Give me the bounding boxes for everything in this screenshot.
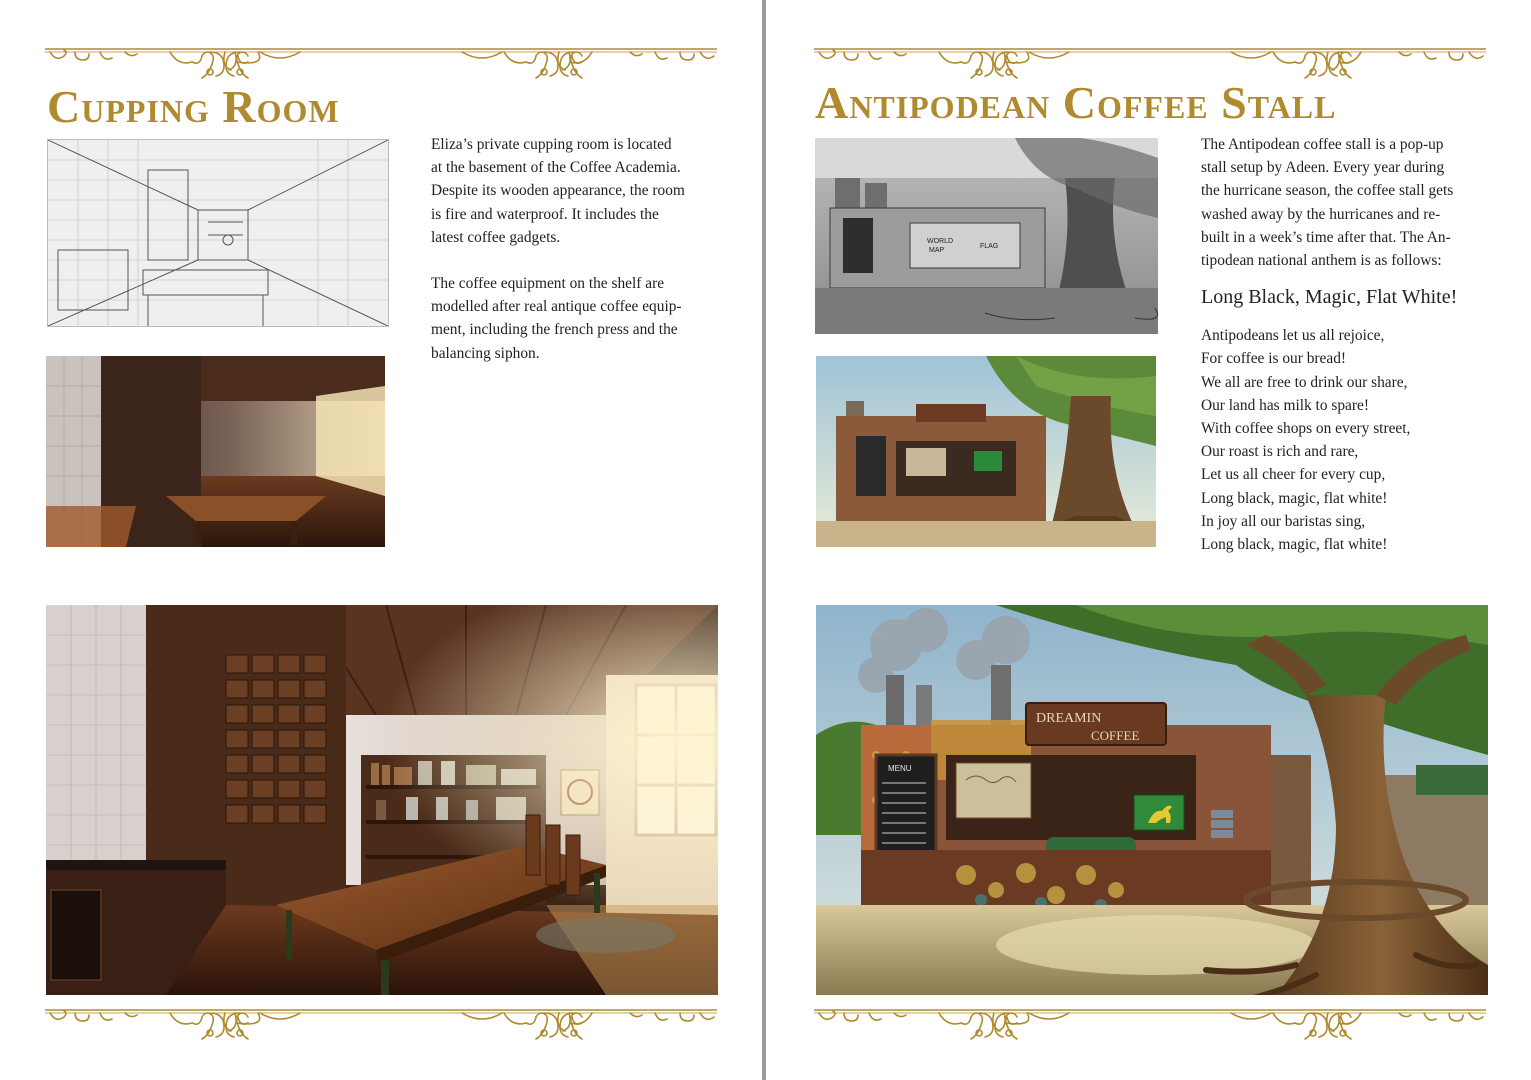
text-line: Eliza’s private cupping room is located [431, 136, 672, 153]
paragraph-1 [431, 133, 721, 249]
cupping-room-small-painting [46, 356, 385, 547]
ornament-border-icon [45, 44, 717, 80]
text-line: The Antipodean coffee stall is a pop-up [1201, 136, 1444, 153]
ornament-border-icon [814, 44, 1486, 80]
ornament-border-icon [814, 1005, 1486, 1041]
coffee-stall-sketch-image [815, 138, 1158, 334]
text-line: at the basement of the Coffee Academia. [431, 159, 681, 177]
ornament-border-top [814, 44, 1486, 80]
text-line: is fire and waterproof. It includes the [431, 205, 659, 223]
ornament-border-bottom [814, 1005, 1486, 1041]
text-line: tipodean national anthem is as follows: [1201, 252, 1442, 270]
coffee-stall-description [1201, 133, 1491, 556]
anthem-line: We all are free to drink our share, [1201, 373, 1408, 391]
cupping-room-description [431, 133, 721, 365]
text-line: balancing siphon. [431, 344, 540, 362]
anthem-line: For coffee is our bread! [1201, 350, 1347, 368]
right-page [766, 0, 1531, 1080]
svg-text:WORLD: WORLD [927, 238, 954, 245]
anthem-line: Long black, magic, flat white! [1201, 489, 1388, 507]
sign-text-line-1: DREAMIN [1036, 711, 1102, 726]
coffee-stall-large-painting [816, 605, 1488, 995]
anthem-line: In joy all our baristas sing, [1201, 512, 1366, 530]
text-line: ment, including the french press and the [431, 321, 678, 339]
menu-title: MENU [888, 764, 912, 773]
svg-text:FLAG: FLAG [980, 243, 999, 250]
text-line: modelled after real antique coffee equip- [431, 298, 682, 316]
ornament-border-bottom [45, 1005, 717, 1041]
anthem-lyrics [1201, 324, 1491, 556]
anthem-line: Long black, magic, flat white! [1201, 536, 1388, 554]
text-line: The coffee equipment on the shelf are [431, 275, 665, 293]
text-line: stall setup by Adeen. Every year during [1201, 159, 1445, 177]
anthem-line: Our roast is rich and rare, [1201, 443, 1359, 461]
cupping-room-large-painting [46, 605, 718, 995]
anthem-line: Antipodeans let us all rejoice, [1201, 327, 1385, 345]
anthem-line: Let us all cheer for every cup, [1201, 466, 1386, 484]
text-line: built in a week’s time after that. The An- [1201, 228, 1451, 246]
svg-text:MAP: MAP [929, 247, 945, 254]
text-line: washed away by the hurricanes and re- [1201, 205, 1441, 223]
anthem-line: With coffee shops on every street, [1201, 420, 1411, 438]
paragraph-2 [431, 272, 721, 365]
ornament-border-icon [45, 1005, 717, 1041]
sign-text-line-2: COFFEE [1091, 728, 1140, 743]
anthem-title: Long Black, Magic, Flat White! [1201, 286, 1458, 309]
ornament-border-top [45, 44, 717, 80]
text-line: latest coffee gadgets. [431, 228, 561, 246]
anthem-line: Our land has milk to spare! [1201, 396, 1369, 414]
cupping-room-sketch-image [47, 139, 389, 327]
text-line: the hurricane season, the coffee stall gets [1201, 182, 1454, 200]
page-title: Cupping Room [47, 81, 340, 132]
intro-paragraph [1201, 133, 1491, 272]
text-line: Despite its wooden appearance, the room [431, 182, 685, 200]
page-title: Antipodean Coffee Stall [815, 77, 1337, 128]
coffee-stall-small-painting [816, 356, 1156, 547]
left-page [0, 0, 762, 1080]
